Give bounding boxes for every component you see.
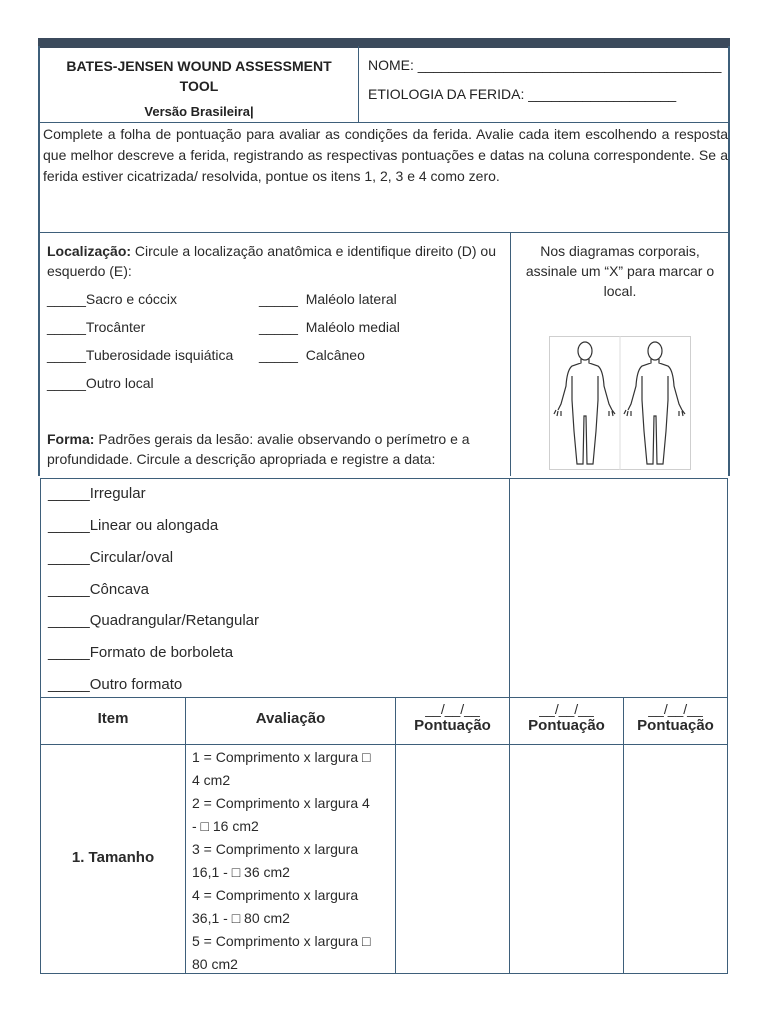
shape-option[interactable]: _____Côncava <box>48 581 149 598</box>
date-field[interactable]: __/__/__ <box>539 701 594 717</box>
divider-intro-bottom <box>38 232 730 233</box>
location-option[interactable]: _____ Calcâneo <box>259 347 365 363</box>
name-field[interactable]: NOME: _______________________________________ <box>368 57 722 73</box>
date-field[interactable]: __/__/__ <box>425 701 480 717</box>
score-cell[interactable] <box>624 745 727 973</box>
score-label: Pontuação <box>528 717 605 734</box>
shape-option[interactable]: _____Quadrangular/Retangular <box>48 612 259 629</box>
date-column-3 <box>624 701 727 734</box>
col-header-evaluation: Avaliação <box>255 710 326 727</box>
location-option[interactable]: _____Trocânter <box>47 319 146 335</box>
location-option[interactable]: _____Outro local <box>47 375 154 391</box>
shape-instructions: Forma: Padrões gerais da lesão: avalie observando o perímetro e a profundidade. Circule a descrição apropriada e registre a data: <box>47 431 470 467</box>
border-right-lower <box>727 478 728 974</box>
score-label: Pontuação <box>637 717 714 734</box>
body-diagram-note: Nos diagramas corporais, assinale um “X” para marcar o local. <box>525 243 715 299</box>
shape-option[interactable]: _____Circular/oval <box>48 549 174 566</box>
divider-col1 <box>185 697 186 974</box>
date-column-2 <box>510 701 623 734</box>
location-option[interactable]: _____ Maléolo lateral <box>259 291 397 307</box>
divider-header <box>358 46 359 122</box>
instructions-text: Complete a folha de pontuação para avaliar as condições da ferida. Avalie cada item escolhendo a resposta que melhor descreve a ferida, registrando as respectivas pontuações e datas na coluna correspondente. Se a ferida estiver cicatrizada/ resolvida, pontue os itens 1, 2, 3 e 4 como zero. <box>43 126 728 184</box>
evaluation-criteria: 1 = Comprimento x largura □ 4 cm2 2 = Comprimento x largura 4 - □ 16 cm2 3 = Comprimento x largura 16,1 - □ 36 cm2 4 = Comprimento x largura 36,1 - □ 80 cm2 5 = Comprimento x largura □ 80 cm2 <box>192 749 371 972</box>
location-option[interactable]: _____Tuberosidade isquiática <box>47 347 234 363</box>
col-header-item: Item <box>97 710 129 727</box>
location-option[interactable]: _____ Maléolo medial <box>259 319 400 335</box>
table-header-top <box>40 697 728 698</box>
date-column-1 <box>396 701 509 734</box>
score-cell[interactable] <box>396 745 509 973</box>
header-bar <box>38 38 730 48</box>
tool-title: BATES-JENSEN WOUND ASSESSMENT TOOL <box>66 58 332 94</box>
shape-option[interactable]: _____Linear ou alongada <box>48 517 219 534</box>
shape-option[interactable]: _____Irregular <box>48 485 146 502</box>
location-option[interactable]: _____Sacro e cóccix <box>47 291 177 307</box>
etiology-field[interactable]: ETIOLOGIA DA FERIDA: ___________________ <box>368 86 677 102</box>
shape-option[interactable]: _____Outro formato <box>48 676 183 693</box>
border-shape-top <box>40 478 728 479</box>
score-cell[interactable] <box>510 745 623 973</box>
item-label: 1. Tamanho <box>71 849 155 866</box>
version-label: Versão Brasileira| <box>144 104 254 119</box>
border-right-upper <box>728 46 730 476</box>
score-label: Pontuação <box>414 717 491 734</box>
shape-option[interactable]: _____Formato de borboleta <box>48 644 234 661</box>
divider-location <box>510 232 511 476</box>
body-diagram[interactable] <box>549 336 691 470</box>
divider-intro-top <box>38 122 730 123</box>
location-instructions: Localização: Circule a localização anatômica e identifique direito (D) ou esquerdo (E): <box>47 243 496 279</box>
date-field[interactable]: __/__/__ <box>648 701 703 717</box>
